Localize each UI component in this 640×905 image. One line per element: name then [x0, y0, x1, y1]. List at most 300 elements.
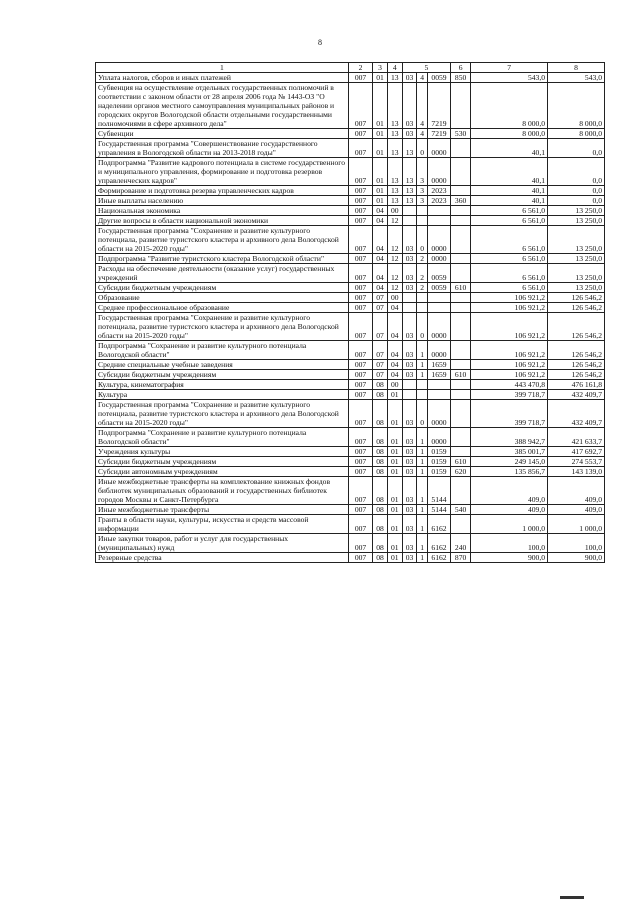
cell-c5a: 03: [402, 447, 417, 457]
cell-c5a: [402, 390, 417, 400]
table-row: [96, 216, 605, 226]
cell-c4: 01: [387, 553, 402, 563]
cell-c6: [451, 400, 471, 428]
cell-c5a: 03: [402, 505, 417, 515]
cell-c5a: [402, 216, 417, 226]
cell-c2: 007: [348, 264, 372, 283]
table-row: [96, 303, 605, 313]
cell-c8: 143 139,0: [548, 467, 605, 477]
cell-c5b: 1: [417, 428, 428, 447]
cell-c7: 106 921,2: [471, 313, 548, 341]
cell-c8: 0,0: [548, 196, 605, 206]
cell-c5c: 2023: [427, 186, 450, 196]
table-row: [96, 370, 605, 380]
cell-c3: 08: [373, 380, 388, 390]
cell-c8: 421 633,7: [548, 428, 605, 447]
table-row: [96, 428, 605, 447]
cell-c4: 01: [387, 477, 402, 505]
cell-c5c: 5144: [427, 477, 450, 505]
cell-c4: 13: [387, 186, 402, 196]
cell-c4: 04: [387, 303, 402, 313]
cell-c5c: 5144: [427, 505, 450, 515]
cell-c5a: 13: [402, 186, 417, 196]
cell-c5c: 0000: [427, 226, 450, 254]
cell-c4: 01: [387, 400, 402, 428]
cell-c5b: 2: [417, 264, 428, 283]
cell-c2: 007: [348, 196, 372, 206]
cell-c7: 388 942,7: [471, 428, 548, 447]
cell-c8: 126 546,2: [548, 303, 605, 313]
cell-c3: 08: [373, 553, 388, 563]
cell-c5b: [417, 206, 428, 216]
cell-c5a: 03: [402, 515, 417, 534]
table-row: [96, 390, 605, 400]
cell-c7: 6 561,0: [471, 226, 548, 254]
cell-c8: 100,0: [548, 534, 605, 553]
cell-c6: [451, 158, 471, 186]
cell-c8: 417 692,7: [548, 447, 605, 457]
row-label: Государственная программа "Сохранение и развитие культурного потенциала, развитие туристского кластера и архивного дела Вологодской области на 2015-2020 годы": [96, 400, 349, 428]
cell-c3: 07: [373, 293, 388, 303]
cell-c5c: [427, 303, 450, 313]
row-label: Субвенции: [96, 129, 349, 139]
cell-c3: 01: [373, 139, 388, 158]
cell-c5a: 03: [402, 457, 417, 467]
cell-c5b: [417, 293, 428, 303]
cell-c6: 610: [451, 457, 471, 467]
cell-c5c: 0000: [427, 139, 450, 158]
table-row: [96, 505, 605, 515]
cell-c8: 432 409,7: [548, 400, 605, 428]
cell-c5b: 1: [417, 505, 428, 515]
table-row: [96, 380, 605, 390]
cell-c8: 13 250,0: [548, 254, 605, 264]
cell-c5b: [417, 216, 428, 226]
cell-c4: 00: [387, 380, 402, 390]
cell-c2: 007: [348, 139, 372, 158]
cell-c5a: 03: [402, 341, 417, 360]
cell-c5b: 1: [417, 370, 428, 380]
cell-c5c: 0159: [427, 467, 450, 477]
cell-c3: 08: [373, 428, 388, 447]
cell-c7: 409,0: [471, 477, 548, 505]
page-number: 8: [318, 38, 322, 47]
cell-c6: [451, 390, 471, 400]
row-label: Государственная программа "Сохранение и развитие культурного потенциала, развитие туристского кластера и архивного дела Вологодской области на 2015-2020 годы": [96, 313, 349, 341]
table-row: [96, 186, 605, 196]
cell-c7: 135 856,7: [471, 467, 548, 477]
cell-c5c: 1659: [427, 360, 450, 370]
row-label: Иные межбюджетные трансферты: [96, 505, 349, 515]
cell-c3: 04: [373, 283, 388, 293]
cell-c2: 007: [348, 428, 372, 447]
table-row: [96, 447, 605, 457]
cell-c4: 13: [387, 129, 402, 139]
cell-c4: 01: [387, 428, 402, 447]
cell-c8: 0,0: [548, 139, 605, 158]
cell-c7: 543,0: [471, 73, 548, 83]
row-label: Государственная программа "Совершенствование государственного управления в Вологодской области на 2013-2018 годы": [96, 139, 349, 158]
cell-c4: 13: [387, 139, 402, 158]
cell-c5a: 03: [402, 313, 417, 341]
cell-c8: 409,0: [548, 505, 605, 515]
cell-c5b: 3: [417, 158, 428, 186]
row-label: Культура, кинематография: [96, 380, 349, 390]
table-row: [96, 206, 605, 216]
cell-c8: 13 250,0: [548, 226, 605, 254]
cell-c5a: [402, 303, 417, 313]
cell-c5b: 3: [417, 186, 428, 196]
cell-c4: 04: [387, 360, 402, 370]
cell-c3: 08: [373, 467, 388, 477]
cell-c8: 476 161,8: [548, 380, 605, 390]
table-row: [96, 226, 605, 254]
cell-c2: 007: [348, 370, 372, 380]
cell-c6: [451, 254, 471, 264]
cell-c5a: 03: [402, 467, 417, 477]
row-label: Культура: [96, 390, 349, 400]
cell-c7: 249 145,0: [471, 457, 548, 467]
cell-c7: 8 000,0: [471, 129, 548, 139]
cell-c5c: 0000: [427, 313, 450, 341]
table-row: [96, 467, 605, 477]
cell-c8: 126 546,2: [548, 370, 605, 380]
cell-c3: 01: [373, 158, 388, 186]
cell-c7: 40,1: [471, 158, 548, 186]
cell-c5a: 03: [402, 400, 417, 428]
cell-c4: 01: [387, 457, 402, 467]
cell-c4: 13: [387, 73, 402, 83]
cell-c7: 409,0: [471, 505, 548, 515]
cell-c4: 01: [387, 515, 402, 534]
cell-c5a: 13: [402, 196, 417, 206]
cell-c5c: 0059: [427, 283, 450, 293]
cell-c6: 620: [451, 467, 471, 477]
scan-mark: [560, 896, 584, 899]
cell-c2: 007: [348, 83, 372, 129]
cell-c2: 007: [348, 360, 372, 370]
cell-c7: 100,0: [471, 534, 548, 553]
cell-c5b: 1: [417, 447, 428, 457]
table-row: [96, 293, 605, 303]
cell-c5b: 1: [417, 553, 428, 563]
cell-c5a: 03: [402, 283, 417, 293]
header-cell: 5: [402, 63, 450, 73]
cell-c8: 13 250,0: [548, 283, 605, 293]
cell-c2: 007: [348, 73, 372, 83]
cell-c5c: [427, 206, 450, 216]
row-label: Субсидии бюджетным учреждениям: [96, 370, 349, 380]
cell-c5c: 0159: [427, 457, 450, 467]
cell-c8: 13 250,0: [548, 206, 605, 216]
cell-c8: 432 409,7: [548, 390, 605, 400]
cell-c5b: 1: [417, 534, 428, 553]
cell-c6: 360: [451, 196, 471, 206]
cell-c2: 007: [348, 216, 372, 226]
table-row: [96, 73, 605, 83]
cell-c8: 13 250,0: [548, 264, 605, 283]
cell-c2: 007: [348, 206, 372, 216]
cell-c3: 01: [373, 83, 388, 129]
cell-c5b: 4: [417, 129, 428, 139]
row-label: Субсидии автономным учреждениям: [96, 467, 349, 477]
cell-c6: [451, 293, 471, 303]
header-cell: 8: [548, 63, 605, 73]
row-label: Подпрограмма "Сохранение и развитие культурного потенциала Вологодской области": [96, 428, 349, 447]
table-row: [96, 139, 605, 158]
cell-c7: 40,1: [471, 196, 548, 206]
cell-c4: 01: [387, 467, 402, 477]
cell-c3: 04: [373, 254, 388, 264]
cell-c5c: 0000: [427, 400, 450, 428]
cell-c5c: 0000: [427, 341, 450, 360]
row-label: Субсидии бюджетным учреждениям: [96, 283, 349, 293]
cell-c7: 40,1: [471, 139, 548, 158]
cell-c3: 01: [373, 196, 388, 206]
cell-c4: 12: [387, 283, 402, 293]
cell-c3: 08: [373, 457, 388, 467]
cell-c5b: 2: [417, 283, 428, 293]
row-label: Подпрограмма "Сохранение и развитие культурного потенциала Вологодской области": [96, 341, 349, 360]
cell-c7: 6 561,0: [471, 254, 548, 264]
cell-c3: 08: [373, 447, 388, 457]
cell-c5c: 0000: [427, 158, 450, 186]
cell-c4: 13: [387, 83, 402, 129]
cell-c6: [451, 428, 471, 447]
header-cell: 7: [471, 63, 548, 73]
cell-c7: 6 561,0: [471, 283, 548, 293]
cell-c5c: [427, 390, 450, 400]
cell-c4: 04: [387, 370, 402, 380]
cell-c6: [451, 447, 471, 457]
row-label: Средние специальные учебные заведения: [96, 360, 349, 370]
cell-c5b: 4: [417, 73, 428, 83]
cell-c5b: 1: [417, 457, 428, 467]
cell-c8: 126 546,2: [548, 313, 605, 341]
table-row: [96, 283, 605, 293]
cell-c6: [451, 341, 471, 360]
table-row: [96, 129, 605, 139]
cell-c5a: 03: [402, 226, 417, 254]
cell-c6: 540: [451, 505, 471, 515]
cell-c5a: 03: [402, 73, 417, 83]
cell-c5b: 0: [417, 400, 428, 428]
cell-c3: 08: [373, 534, 388, 553]
cell-c7: 106 921,2: [471, 293, 548, 303]
cell-c8: 543,0: [548, 73, 605, 83]
cell-c8: 0,0: [548, 158, 605, 186]
cell-c7: 6 561,0: [471, 264, 548, 283]
cell-c5b: 3: [417, 196, 428, 206]
cell-c3: 04: [373, 206, 388, 216]
cell-c8: 1 000,0: [548, 515, 605, 534]
cell-c5a: 03: [402, 553, 417, 563]
cell-c6: 870: [451, 553, 471, 563]
cell-c3: 08: [373, 390, 388, 400]
cell-c6: [451, 139, 471, 158]
cell-c4: 12: [387, 254, 402, 264]
cell-c4: 01: [387, 534, 402, 553]
table-row: [96, 534, 605, 553]
cell-c6: [451, 83, 471, 129]
cell-c7: 399 718,7: [471, 390, 548, 400]
cell-c8: 8 000,0: [548, 83, 605, 129]
table-row: [96, 83, 605, 129]
cell-c7: 399 718,7: [471, 400, 548, 428]
cell-c8: 126 546,2: [548, 341, 605, 360]
cell-c6: [451, 313, 471, 341]
cell-c5a: 03: [402, 129, 417, 139]
row-label: Гранты в области науки, культуры, искусства и средств массовой информации: [96, 515, 349, 534]
cell-c3: 04: [373, 264, 388, 283]
cell-c5a: 03: [402, 534, 417, 553]
cell-c5a: 03: [402, 264, 417, 283]
cell-c4: 04: [387, 341, 402, 360]
cell-c2: 007: [348, 390, 372, 400]
cell-c6: [451, 360, 471, 370]
cell-c6: 610: [451, 370, 471, 380]
row-label: Уплата налогов, сборов и иных платежей: [96, 73, 349, 83]
cell-c3: 01: [373, 129, 388, 139]
cell-c4: 13: [387, 196, 402, 206]
row-label: Другие вопросы в области национальной экономики: [96, 216, 349, 226]
cell-c3: 04: [373, 216, 388, 226]
cell-c4: 00: [387, 293, 402, 303]
header-cell: 1: [96, 63, 349, 73]
cell-c2: 007: [348, 341, 372, 360]
cell-c7: 40,1: [471, 186, 548, 196]
table-row: [96, 457, 605, 467]
cell-c2: 007: [348, 515, 372, 534]
cell-c2: 007: [348, 447, 372, 457]
cell-c5b: 1: [417, 477, 428, 505]
cell-c7: 8 000,0: [471, 83, 548, 129]
cell-c5a: [402, 293, 417, 303]
cell-c6: 610: [451, 283, 471, 293]
cell-c5b: [417, 380, 428, 390]
cell-c5b: 0: [417, 226, 428, 254]
cell-c7: 106 921,2: [471, 341, 548, 360]
row-label: Подпрограмма "Развитие туристского кластера Вологодской области": [96, 254, 349, 264]
cell-c2: 007: [348, 186, 372, 196]
cell-c2: 007: [348, 505, 372, 515]
cell-c6: [451, 264, 471, 283]
cell-c5b: 1: [417, 341, 428, 360]
row-label: Национальная экономика: [96, 206, 349, 216]
cell-c3: 07: [373, 360, 388, 370]
cell-c3: 04: [373, 226, 388, 254]
cell-c5a: [402, 380, 417, 390]
cell-c5b: 1: [417, 467, 428, 477]
cell-c5c: 7219: [427, 83, 450, 129]
cell-c5c: 0159: [427, 447, 450, 457]
row-label: Иные выплаты населению: [96, 196, 349, 206]
row-label: Расходы на обеспечение деятельности (оказание услуг) государственных учреждений: [96, 264, 349, 283]
cell-c4: 01: [387, 390, 402, 400]
table-row: [96, 254, 605, 264]
header-cell: 2: [348, 63, 372, 73]
cell-c2: 007: [348, 158, 372, 186]
cell-c7: 6 561,0: [471, 216, 548, 226]
cell-c4: 12: [387, 226, 402, 254]
cell-c5c: 6162: [427, 534, 450, 553]
cell-c4: 12: [387, 264, 402, 283]
cell-c5a: 03: [402, 428, 417, 447]
row-label: Иные закупки товаров, работ и услуг для государственных (муниципальных) нужд: [96, 534, 349, 553]
cell-c7: 900,0: [471, 553, 548, 563]
cell-c3: 01: [373, 73, 388, 83]
header-cell: 4: [387, 63, 402, 73]
cell-c5b: 2: [417, 254, 428, 264]
cell-c6: 530: [451, 129, 471, 139]
budget-table: [95, 62, 605, 563]
cell-c3: 08: [373, 477, 388, 505]
table-row: [96, 264, 605, 283]
cell-c5c: 0059: [427, 264, 450, 283]
cell-c2: 007: [348, 254, 372, 264]
header-row: [96, 63, 605, 73]
cell-c3: 08: [373, 400, 388, 428]
cell-c2: 007: [348, 283, 372, 293]
row-label: Государственная программа "Сохранение и развитие культурного потенциала, развитие туристского кластера и архивного дела Вологодской области на 2015-2020 годы": [96, 226, 349, 254]
row-label: Иные межбюджетные трансферты на комплектование книжных фондов библиотек муниципальных образований и государственных библиотек городов Москвы и Санкт-Петербурга: [96, 477, 349, 505]
cell-c6: [451, 186, 471, 196]
cell-c2: 007: [348, 380, 372, 390]
table-row: [96, 341, 605, 360]
cell-c3: 01: [373, 186, 388, 196]
cell-c2: 007: [348, 313, 372, 341]
cell-c3: 08: [373, 505, 388, 515]
cell-c5a: 03: [402, 477, 417, 505]
cell-c2: 007: [348, 553, 372, 563]
table-row: [96, 477, 605, 505]
cell-c8: 126 546,2: [548, 293, 605, 303]
cell-c3: 07: [373, 370, 388, 380]
cell-c6: [451, 380, 471, 390]
cell-c4: 04: [387, 313, 402, 341]
cell-c5c: 2023: [427, 196, 450, 206]
cell-c8: 900,0: [548, 553, 605, 563]
cell-c5a: 13: [402, 139, 417, 158]
cell-c5c: 0059: [427, 73, 450, 83]
cell-c2: 007: [348, 534, 372, 553]
cell-c7: 106 921,2: [471, 370, 548, 380]
row-label: Формирование и подготовка резерва управленческих кадров: [96, 186, 349, 196]
table-row: [96, 158, 605, 186]
table-row: [96, 313, 605, 341]
cell-c5a: 03: [402, 83, 417, 129]
cell-c2: 007: [348, 457, 372, 467]
row-label: Субвенция на осуществление отдельных государственных полномочий в соответствии с законом области от 28 апреля 2006 года № 1443-ОЗ "О наделении органов местного самоуправления муниципальных районов и городских округов Вологодской области отдельными государственными полномочиями в сфере архивного дела": [96, 83, 349, 129]
table-row: [96, 400, 605, 428]
cell-c8: 0,0: [548, 186, 605, 196]
cell-c3: 08: [373, 515, 388, 534]
cell-c7: 106 921,2: [471, 303, 548, 313]
row-label: Резервные средства: [96, 553, 349, 563]
cell-c5c: 7219: [427, 129, 450, 139]
cell-c4: 13: [387, 158, 402, 186]
cell-c5b: [417, 390, 428, 400]
cell-c5b: 0: [417, 139, 428, 158]
row-label: Учреждения культуры: [96, 447, 349, 457]
cell-c5c: 1659: [427, 370, 450, 380]
header-cell: 6: [451, 63, 471, 73]
cell-c6: [451, 477, 471, 505]
cell-c5a: [402, 206, 417, 216]
cell-c5b: 1: [417, 515, 428, 534]
header-cell: 3: [373, 63, 388, 73]
cell-c6: [451, 216, 471, 226]
